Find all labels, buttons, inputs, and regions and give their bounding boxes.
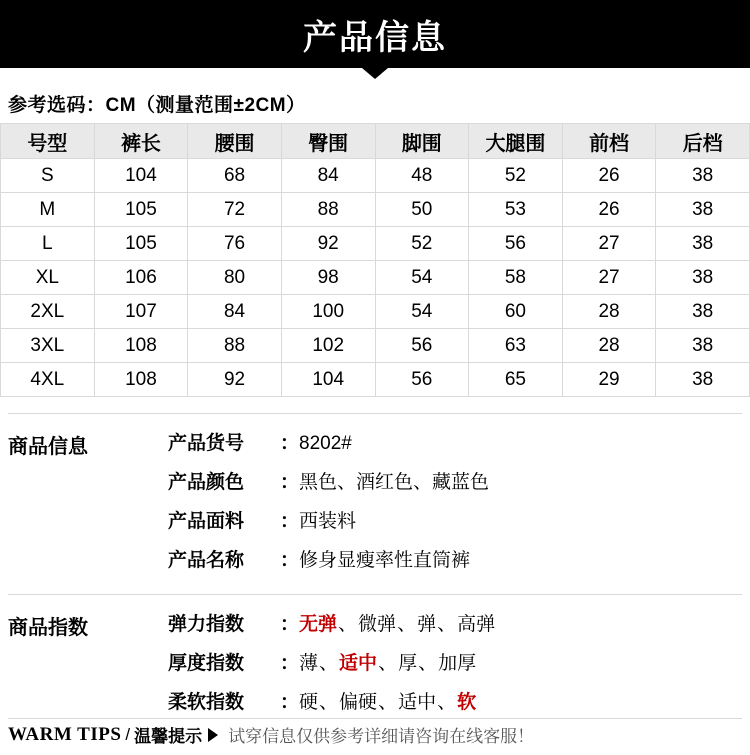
size-reference-note: 参考选码：CM（测量范围±2CM） [8, 95, 306, 116]
table-cell: 3XL [1, 329, 95, 363]
table-cell: 105 [94, 193, 188, 227]
separator: 、 [437, 692, 457, 713]
table-header-cell: 前档 [562, 124, 656, 159]
product-index-label: 柔软指数 [168, 692, 245, 713]
table-cell: 38 [656, 193, 750, 227]
table-header-cell: 裤长 [94, 124, 188, 159]
colon: ： [280, 472, 300, 493]
table-row [1, 329, 750, 363]
table-cell: 38 [656, 227, 750, 261]
colon: ： [280, 433, 300, 454]
table-cell: 54 [375, 295, 469, 329]
index-option: 微弹 [358, 614, 397, 635]
table-cell: 65 [469, 363, 563, 397]
table-cell: 38 [656, 159, 750, 193]
table-cell: 27 [562, 261, 656, 295]
product-info-value: 修身显瘦率性直筒裤 [299, 550, 471, 571]
product-index-row [168, 648, 750, 675]
table-cell: 2XL [1, 295, 95, 329]
separator: 、 [338, 614, 358, 635]
table-cell: 108 [94, 363, 188, 397]
warm-tips-note: 试穿信息仅供参考详细请咨询在线客服！ [228, 727, 535, 746]
table-cell: 108 [94, 329, 188, 363]
table-cell: 26 [562, 193, 656, 227]
table-cell: 4XL [1, 363, 95, 397]
table-cell: 76 [188, 227, 282, 261]
table-cell: 60 [469, 295, 563, 329]
product-info-label: 产品货号 [168, 433, 245, 454]
index-option: 弹 [417, 614, 437, 635]
table-header-cell: 臀围 [281, 124, 375, 159]
table-cell: 27 [562, 227, 656, 261]
product-info-value: 西装料 [299, 511, 357, 532]
product-info-value: 8202# [299, 433, 352, 454]
table-cell: 56 [469, 227, 563, 261]
banner-arrow-icon [362, 68, 388, 79]
index-option: 偏硬 [339, 692, 378, 713]
table-row [1, 159, 750, 193]
product-info-row [168, 545, 750, 572]
product-info-label: 产品名称 [168, 550, 245, 571]
product-info-row [168, 506, 750, 533]
table-cell: 106 [94, 261, 188, 295]
table-cell: 56 [375, 329, 469, 363]
table-row [1, 193, 750, 227]
separator: / [125, 724, 131, 744]
table-cell: S [1, 159, 95, 193]
product-info-value: 黑色、酒红色、藏蓝色 [299, 472, 490, 493]
table-cell: 52 [375, 227, 469, 261]
page-title: 产品信息 [303, 17, 447, 58]
table-cell: 28 [562, 295, 656, 329]
product-info-section [0, 397, 750, 594]
product-index-label: 弹力指数 [168, 614, 245, 635]
product-info-title: 商品信息 [8, 436, 88, 458]
table-cell: 52 [469, 159, 563, 193]
table-cell: 68 [188, 159, 282, 193]
product-info-label: 产品颜色 [168, 472, 245, 493]
table-cell: 104 [94, 159, 188, 193]
warm-tips-label: WARM TIPS [8, 723, 122, 745]
table-cell: 92 [188, 363, 282, 397]
table-header-cell: 脚围 [375, 124, 469, 159]
table-header-cell: 大腿围 [469, 124, 563, 159]
index-option: 适中 [398, 692, 437, 713]
table-header-cell: 后档 [656, 124, 750, 159]
table-cell: 50 [375, 193, 469, 227]
table-cell: 84 [188, 295, 282, 329]
index-option: 软 [457, 692, 477, 713]
product-index-row [168, 609, 750, 636]
separator: 、 [319, 653, 339, 674]
table-cell: 54 [375, 261, 469, 295]
table-cell: 98 [281, 261, 375, 295]
product-index-row [168, 687, 750, 714]
table-cell: L [1, 227, 95, 261]
product-info-row [168, 467, 750, 494]
colon: ： [280, 511, 300, 532]
table-cell: 88 [281, 193, 375, 227]
index-option: 硬 [299, 692, 319, 713]
index-option: 无弹 [299, 614, 338, 635]
table-cell: 58 [469, 261, 563, 295]
table-cell: 26 [562, 159, 656, 193]
colon: ： [280, 653, 300, 674]
table-cell: 38 [656, 363, 750, 397]
product-index-label: 厚度指数 [168, 653, 245, 674]
arrow-right-icon [208, 728, 218, 742]
table-cell: 29 [562, 363, 656, 397]
separator: 、 [418, 653, 438, 674]
index-option: 加厚 [438, 653, 477, 674]
table-cell: 102 [281, 329, 375, 363]
table-cell: 63 [469, 329, 563, 363]
table-cell: 38 [656, 295, 750, 329]
table-cell: 92 [281, 227, 375, 261]
table-row [1, 363, 750, 397]
table-cell: 53 [469, 193, 563, 227]
index-option: 高弹 [457, 614, 496, 635]
table-cell: 28 [562, 329, 656, 363]
table-cell: 56 [375, 363, 469, 397]
colon: ： [280, 614, 300, 635]
table-row [1, 227, 750, 261]
colon: ： [280, 692, 300, 713]
table-header-row [1, 124, 750, 159]
table-cell: 105 [94, 227, 188, 261]
table-cell: M [1, 193, 95, 227]
separator: 、 [319, 692, 339, 713]
warm-tips-footer [0, 722, 750, 747]
product-index-section [0, 594, 750, 736]
index-option: 适中 [339, 653, 378, 674]
separator: 、 [378, 692, 398, 713]
index-option: 薄 [299, 653, 319, 674]
table-cell: 72 [188, 193, 282, 227]
separator: 、 [397, 614, 417, 635]
table-cell: 100 [281, 295, 375, 329]
table-cell: 104 [281, 363, 375, 397]
divider [8, 718, 742, 719]
table-cell: 48 [375, 159, 469, 193]
table-header-cell: 腰围 [188, 124, 282, 159]
product-info-row [168, 428, 750, 455]
table-header-cell: 号型 [1, 124, 95, 159]
page-banner [0, 0, 750, 68]
table-cell: XL [1, 261, 95, 295]
table-cell: 107 [94, 295, 188, 329]
warm-tips-label-cn: 温馨提示 [134, 727, 203, 746]
table-cell: 38 [656, 261, 750, 295]
table-cell: 80 [188, 261, 282, 295]
product-info-label: 产品面料 [168, 511, 245, 532]
table-cell: 38 [656, 329, 750, 363]
table-row [1, 295, 750, 329]
colon: ： [280, 550, 300, 571]
separator: 、 [378, 653, 398, 674]
table-cell: 88 [188, 329, 282, 363]
size-table [0, 123, 750, 397]
product-index-title: 商品指数 [8, 617, 88, 639]
table-cell: 84 [281, 159, 375, 193]
index-option: 厚 [398, 653, 418, 674]
table-row [1, 261, 750, 295]
separator: 、 [437, 614, 457, 635]
